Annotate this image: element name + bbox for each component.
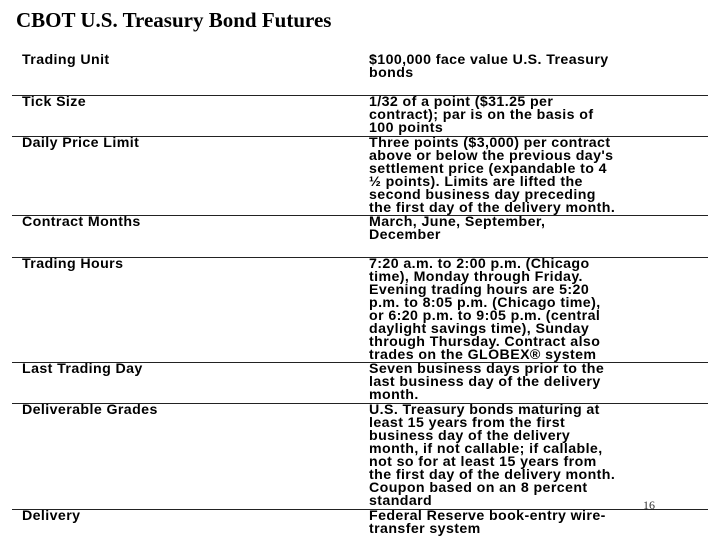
table-row-contract-months <box>12 214 708 243</box>
slide-title: CBOT U.S. Treasury Bond Futures <box>16 8 332 32</box>
value-line: through Thursday. Contract also <box>369 334 601 350</box>
row-value <box>369 510 708 536</box>
row-label: Trading Unit <box>22 52 110 68</box>
value-line: time), Monday through Friday. <box>369 269 583 285</box>
value-line: month, if not callable; if callable, <box>369 441 603 457</box>
value-line: $100,000 face value U.S. Treasury <box>369 52 609 68</box>
row-label: Deliverable Grades <box>22 402 158 418</box>
value-line: month. <box>369 387 419 403</box>
row-value <box>369 96 708 135</box>
value-line: Seven business days prior to the <box>369 361 605 377</box>
table-row-trading-hours <box>12 256 708 363</box>
row-value <box>369 404 708 508</box>
value-line: Federal Reserve book-entry wire- <box>369 508 606 524</box>
value-line: standard <box>369 493 433 509</box>
value-line: the first day of the delivery month. <box>369 467 616 483</box>
table-row-delivery <box>12 508 708 537</box>
value-line: Evening trading hours are 5:20 <box>369 282 590 298</box>
value-line: bonds <box>369 65 414 81</box>
value-line: the first day of the delivery month. <box>369 200 616 216</box>
row-label: Contract Months <box>22 214 141 230</box>
value-line: Three points ($3,000) per contract <box>369 135 611 151</box>
value-line: least 15 years from the first <box>369 415 566 431</box>
value-line: contract); par is on the basis of <box>369 107 594 123</box>
row-label: Delivery <box>22 508 81 524</box>
row-label: Trading Hours <box>22 256 124 272</box>
value-line: December <box>369 227 441 243</box>
value-line: daylight savings time), Sunday <box>369 321 590 337</box>
value-line: second business day preceding <box>369 187 596 203</box>
value-line: p.m. to 8:05 p.m. (Chicago time), <box>369 295 601 311</box>
value-line: transfer system <box>369 521 481 537</box>
value-line: above or below the previous day's <box>369 148 614 164</box>
row-value <box>369 258 708 362</box>
value-line: U.S. Treasury bonds maturing at <box>369 402 600 418</box>
value-line: Coupon based on an 8 percent <box>369 480 588 496</box>
row-value <box>369 216 708 242</box>
value-line: or 6:20 p.m. to 9:05 p.m. (central <box>369 308 601 324</box>
row-value <box>369 363 708 402</box>
contract-spec-table <box>12 44 708 540</box>
value-line: ½ points). Limits are lifted the <box>369 174 583 190</box>
value-line: 100 points <box>369 120 444 136</box>
value-line: business day of the delivery <box>369 428 571 444</box>
value-line: not so for at least 15 years from <box>369 454 597 470</box>
table-row-last-trading-day <box>12 361 708 403</box>
value-line: trades on the GLOBEX® system <box>369 347 597 363</box>
value-line: last business day of the delivery <box>369 374 601 390</box>
value-line: settlement price (expandable to 4 <box>369 161 607 177</box>
row-value <box>369 54 708 80</box>
row-value <box>369 137 708 215</box>
slide-number: 16 <box>643 498 655 512</box>
value-line: 7:20 a.m. to 2:00 p.m. (Chicago <box>369 256 590 272</box>
row-label: Daily Price Limit <box>22 135 140 151</box>
row-label: Tick Size <box>22 94 87 110</box>
table-row-tick-size <box>12 94 708 136</box>
row-label: Last Trading Day <box>22 361 143 377</box>
value-line: 1/32 of a point ($31.25 per <box>369 94 554 110</box>
value-line: March, June, September, <box>369 214 546 230</box>
table-row-daily-price-limit <box>12 135 708 216</box>
